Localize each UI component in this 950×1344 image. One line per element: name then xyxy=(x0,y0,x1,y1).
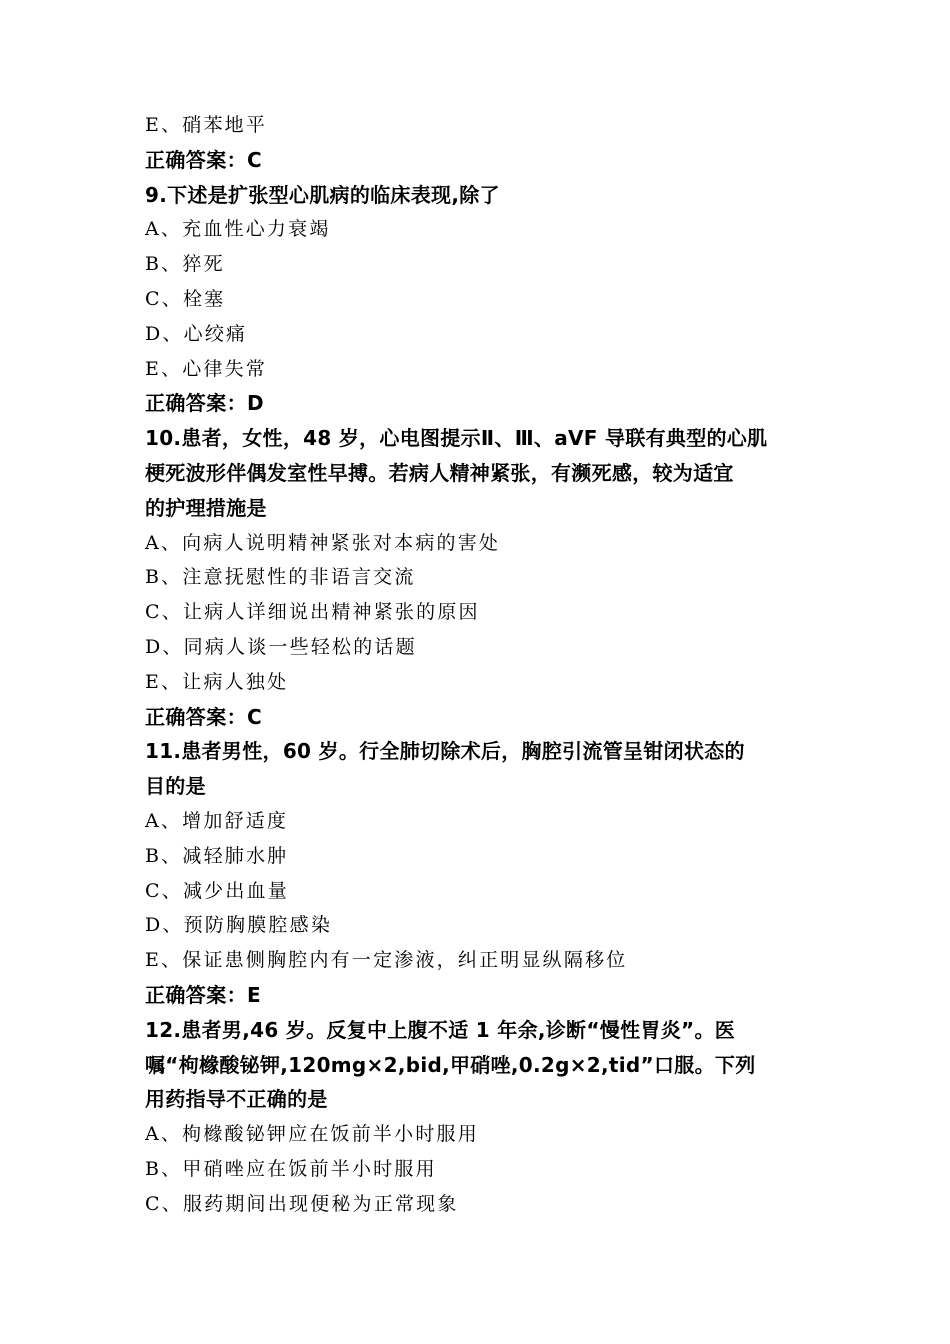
option-b: B、减轻肺水肿 xyxy=(145,844,289,867)
option-e: E、让病人独处 xyxy=(145,670,289,693)
option-d: D、同病人谈一些轻松的话题 xyxy=(145,635,417,658)
correct-answer: 正确答案：C xyxy=(145,704,263,729)
question-text: 目的是 xyxy=(145,774,206,799)
question-text: 10.患者，女性，48 岁，心电图提示Ⅱ、Ⅲ、aVF 导联有典型的心肌 xyxy=(145,426,768,451)
option-b: B、注意抚慰性的非语言交流 xyxy=(145,566,416,589)
question-text: 11.患者男性，60 岁。行全肺切除术后，胸腔引流管呈钳闭状态的 xyxy=(145,739,745,764)
option-d: D、预防胸膜腔感染 xyxy=(145,914,333,937)
option-a: A、向病人说明精神紧张对本病的害处 xyxy=(145,531,501,554)
option-e: E、心律失常 xyxy=(145,357,268,380)
question-text: 9.下述是扩张型心肌病的临床表现,除了 xyxy=(145,182,500,207)
option-e: E、保证患侧胸腔内有一定渗液，纠正明显纵隔移位 xyxy=(145,949,628,972)
option-d: D、心绞痛 xyxy=(145,322,248,345)
option-b: B、猝死 xyxy=(145,253,225,276)
option-a: A、枸橼酸铋钾应在饭前半小时服用 xyxy=(145,1123,479,1146)
question-text: 12.患者男,46 岁。反复中上腹不适 1 年余,诊断“慢性胃炎”。医 xyxy=(145,1017,736,1042)
question-content xyxy=(145,108,810,1222)
correct-answer: 正确答案：D xyxy=(145,391,265,416)
option-a: A、增加舒适度 xyxy=(145,809,289,832)
option-e: E、硝苯地平 xyxy=(145,114,268,136)
option-c: C、减少出血量 xyxy=(145,879,289,902)
option-a: A、充血性心力衰竭 xyxy=(145,218,331,241)
option-c: C、栓塞 xyxy=(145,287,226,310)
option-c: C、服药期间出现便秘为正常现象 xyxy=(145,1192,459,1215)
option-b: B、甲硝唑应在饭前半小时服用 xyxy=(145,1157,437,1180)
question-text: 用药指导不正确的是 xyxy=(145,1087,328,1112)
correct-answer: 正确答案：C xyxy=(145,147,263,172)
question-text: 的护理措施是 xyxy=(145,495,267,520)
correct-answer: 正确答案：E xyxy=(145,982,262,1007)
question-text: 梗死波形伴偶发室性早搏。若病人精神紧张，有濒死感，较为适宜 xyxy=(145,460,734,485)
question-text: 嘱“枸橼酸铋钾,120mg×2,bid,甲硝唑,0.2g×2,tid”口服。下列 xyxy=(145,1052,756,1077)
option-c: C、让病人详细说出精神紧张的原因 xyxy=(145,601,480,624)
